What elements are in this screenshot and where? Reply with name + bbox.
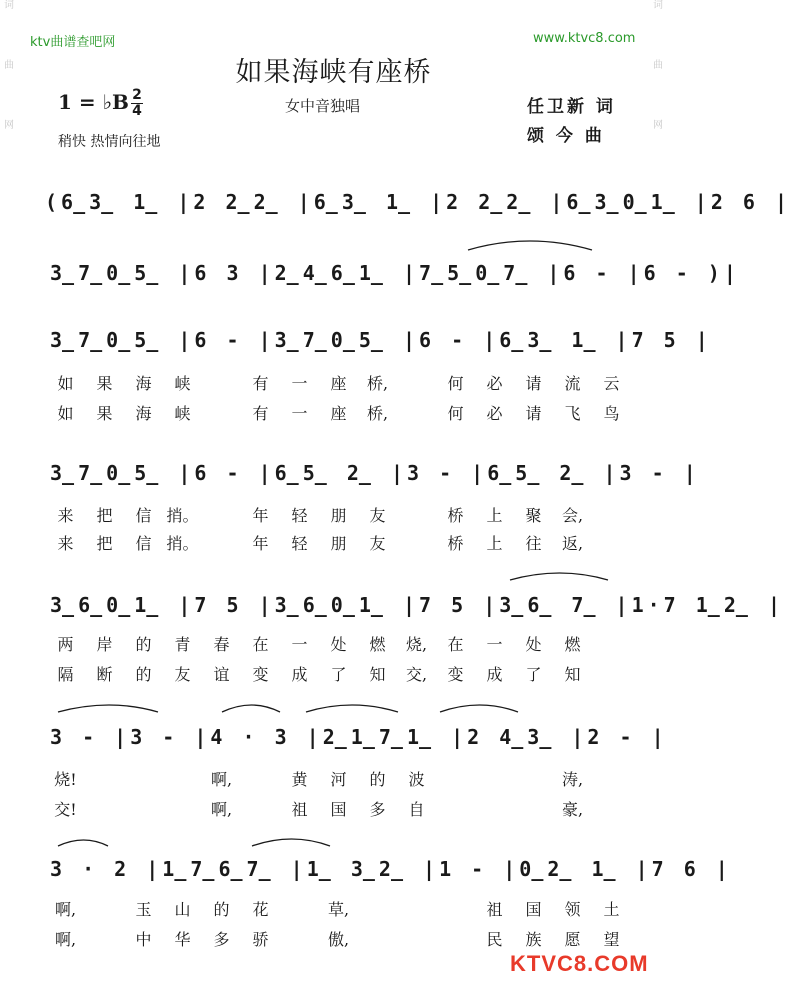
lyric-syllable: 骄 xyxy=(252,930,269,949)
lyric-syllable: 花 xyxy=(252,900,269,919)
lyric-syllable: 知 xyxy=(369,665,386,684)
slur-arc xyxy=(252,839,330,846)
lyric-syllable: 在 xyxy=(252,635,269,654)
lyric-syllable: 多 xyxy=(369,800,386,819)
slur-arc xyxy=(306,705,398,712)
lyric-syllable: 愿 xyxy=(564,930,581,949)
lyric-syllable: 在 xyxy=(447,635,464,654)
lyric-syllable: 波 xyxy=(408,770,425,789)
slur-arc xyxy=(222,705,280,712)
lyric-syllable: 成 xyxy=(486,665,503,684)
lyric-syllable: 年 xyxy=(252,506,269,525)
lyric-syllable: 鸟 xyxy=(603,404,620,423)
watermark-char: 词 xyxy=(4,0,14,11)
lyric-syllable: 啊, xyxy=(210,800,233,819)
watermark-char: 词 xyxy=(653,0,663,11)
lyric-syllable: 燃 xyxy=(564,635,581,654)
watermark-char: 曲 xyxy=(653,60,663,71)
composer-credit: 颂 今 曲 xyxy=(527,126,605,146)
lyric-syllable: 会, xyxy=(561,506,584,525)
lyric-syllable: 的 xyxy=(369,770,386,789)
lyric-syllable: 领 xyxy=(564,900,581,919)
lyric-syllable: 隔 xyxy=(57,665,74,684)
lyric-syllable: 变 xyxy=(252,665,269,684)
lyric-syllable: 上 xyxy=(486,506,503,525)
lyric-syllable: 必 xyxy=(486,374,503,393)
lyric-syllable: 知 xyxy=(564,665,581,684)
key-signature: 1 = ♭B xyxy=(58,90,129,114)
lyric-syllable: 捎。 xyxy=(166,506,199,525)
lyric-syllable: 的 xyxy=(135,665,152,684)
site-label[interactable]: ktv曲谱查吧网 xyxy=(30,35,116,50)
lyric-syllable: 烧! xyxy=(54,770,77,789)
lyric-syllable: 华 xyxy=(174,930,191,949)
song-title: 如果海峡有座桥 xyxy=(235,57,432,88)
lyric-syllable: 必 xyxy=(486,404,503,423)
lyric-syllable: 飞 xyxy=(564,404,581,423)
lyric-syllable: 友 xyxy=(174,665,191,684)
slur-arc xyxy=(440,705,518,712)
lyric-syllable: 峡 xyxy=(174,374,191,393)
lyric-syllable: 如 xyxy=(57,374,74,393)
score-line-7: 3 · 2 |1̲7̲6̲7̲ |1̲ 3̲2̲ |1 - |0̲2̲ 1̲ |7 6 | xyxy=(50,857,732,881)
lyric-syllable: 年 xyxy=(252,534,269,553)
lyric-syllable: 变 xyxy=(447,665,464,684)
lyric-syllable: 多 xyxy=(213,930,230,949)
lyric-syllable: 座 xyxy=(330,374,347,393)
lyric-syllable: 桥 xyxy=(447,506,464,525)
lyric-syllable: 何 xyxy=(447,374,464,393)
lyric-syllable: 黄 xyxy=(291,770,308,789)
slur-arc xyxy=(510,573,608,580)
lyric-syllable: 望 xyxy=(603,930,620,949)
lyric-syllable: 祖 xyxy=(291,800,308,819)
lyric-syllable: 涛, xyxy=(561,770,584,789)
lyric-syllable: 流 xyxy=(564,374,581,393)
lyric-syllable: 座 xyxy=(330,404,347,423)
lyric-syllable: 有 xyxy=(252,374,269,393)
lyric-syllable: 玉 xyxy=(135,900,152,919)
lyric-syllable: 如 xyxy=(57,404,74,423)
lyric-syllable: 国 xyxy=(330,800,347,819)
lyric-syllable: 往 xyxy=(525,534,542,553)
lyric-syllable: 何 xyxy=(447,404,464,423)
lyric-syllable: 一 xyxy=(486,635,503,654)
lyric-syllable: 来 xyxy=(57,534,74,553)
lyric-syllable: 草, xyxy=(327,900,350,919)
lyric-syllable: 信 xyxy=(135,506,152,525)
performance-type: 女中音独唱 xyxy=(285,97,361,115)
time-bottom: 4 xyxy=(132,103,142,119)
lyric-syllable: 豪, xyxy=(561,800,584,819)
lyric-syllable: 啊, xyxy=(54,900,77,919)
lyric-syllable: 峡 xyxy=(174,404,191,423)
lyric-syllable: 友 xyxy=(369,534,386,553)
lyric-syllable: 一 xyxy=(291,374,308,393)
score-line-1: (6̲3̲ 1̲ |2 2̲2̲ |6̲3̲ 1̲ |2 2̲2̲ |6̲3̲0̲1̲ |2 6 | xyxy=(45,190,791,214)
lyric-syllable: 断 xyxy=(96,665,113,684)
score-line-5: 3̲6̲0̲1̲ |7 5 |3̲6̲0̲1̲ |7 5 |3̲6̲ 7̲ |1·7 1̲2̲ | xyxy=(50,593,785,617)
lyric-syllable: 啊, xyxy=(54,930,77,949)
lyric-syllable: 成 xyxy=(291,665,308,684)
site-logo: KTVC8.COM xyxy=(510,951,649,976)
lyric-syllable: 信 xyxy=(135,534,152,553)
lyric-syllable: 河 xyxy=(330,770,347,789)
lyric-syllable: 桥, xyxy=(366,404,389,423)
lyric-syllable: 果 xyxy=(96,374,113,393)
lyric-syllable: 国 xyxy=(525,900,542,919)
lyric-syllable: 桥 xyxy=(447,534,464,553)
lyric-syllable: 上 xyxy=(486,534,503,553)
lyric-syllable: 交! xyxy=(54,800,77,819)
lyric-syllable: 捎。 xyxy=(166,534,199,553)
tempo-marking: 稍快 热情向往地 xyxy=(58,134,161,150)
lyric-syllable: 轻 xyxy=(291,534,308,553)
score-line-2: 3̲7̲0̲5̲ |6 3 |2̲4̲6̲1̲ |7̲5̲0̲7̲ |6 - |6 - )| xyxy=(50,261,740,285)
lyric-syllable: 了 xyxy=(330,665,347,684)
lyric-syllable: 桥, xyxy=(366,374,389,393)
score-line-3: 3̲7̲0̲5̲ |6 - |3̲7̲0̲5̲ |6 - |6̲3̲ 1̲ |7 5 | xyxy=(50,328,712,352)
lyric-syllable: 族 xyxy=(525,930,542,949)
score-line-4: 3̲7̲0̲5̲ |6 - |6̲5̲ 2̲ |3 - |6̲5̲ 2̲ |3 - | xyxy=(50,461,700,485)
lyric-syllable: 一 xyxy=(291,635,308,654)
lyricist-credit: 任卫新 词 xyxy=(527,97,616,117)
lyric-syllable: 处 xyxy=(525,635,542,654)
lyric-syllable: 的 xyxy=(213,900,230,919)
lyric-syllable: 民 xyxy=(486,930,503,949)
lyric-syllable: 把 xyxy=(96,534,113,553)
lyric-syllable: 请 xyxy=(525,374,542,393)
lyric-syllable: 返, xyxy=(561,534,584,553)
lyric-syllable: 一 xyxy=(291,404,308,423)
time-top: 2 xyxy=(132,87,142,103)
lyric-syllable: 青 xyxy=(174,635,191,654)
lyric-syllable: 来 xyxy=(57,506,74,525)
lyric-syllable: 果 xyxy=(96,404,113,423)
lyric-syllable: 处 xyxy=(330,635,347,654)
lyric-syllable: 朋 xyxy=(330,534,347,553)
lyric-syllable: 两 xyxy=(57,635,74,654)
lyric-syllable: 了 xyxy=(525,665,542,684)
lyric-syllable: 友 xyxy=(369,506,386,525)
slur-arc xyxy=(58,840,108,846)
lyric-syllable: 云 xyxy=(603,374,620,393)
lyric-syllable: 中 xyxy=(135,930,152,949)
lyric-syllable: 把 xyxy=(96,506,113,525)
lyric-syllable: 岸 xyxy=(96,635,113,654)
lyric-syllable: 祖 xyxy=(486,900,503,919)
lyric-syllable: 聚 xyxy=(525,506,542,525)
lyric-syllable: 燃 xyxy=(369,635,386,654)
lyric-syllable: 春 xyxy=(213,635,230,654)
lyric-syllable: 山 xyxy=(174,900,191,919)
lyric-syllable: 的 xyxy=(135,635,152,654)
score-line-6: 3 - |3 - |4 · 3 |2̲1̲7̲1̲ |2 4̲3̲ |2 - | xyxy=(50,725,668,749)
lyric-syllable: 请 xyxy=(525,404,542,423)
lyric-syllable: 轻 xyxy=(291,506,308,525)
lyric-syllable: 啊, xyxy=(210,770,233,789)
lyric-syllable: 烧, xyxy=(405,635,428,654)
watermark-char: 曲 xyxy=(4,60,14,71)
tie-arc xyxy=(58,705,158,712)
tie-arc xyxy=(468,241,592,250)
watermark-char: 网 xyxy=(653,120,663,131)
site-url[interactable]: www.ktvc8.com xyxy=(533,31,636,46)
lyric-syllable: 自 xyxy=(408,800,425,819)
lyric-syllable: 朋 xyxy=(330,506,347,525)
lyric-syllable: 海 xyxy=(135,374,152,393)
watermark-char: 网 xyxy=(4,120,14,131)
lyric-syllable: 傲, xyxy=(327,930,350,949)
lyric-syllable: 交, xyxy=(405,665,428,684)
lyric-syllable: 有 xyxy=(252,404,269,423)
lyric-syllable: 海 xyxy=(135,404,152,423)
lyric-syllable: 土 xyxy=(603,900,620,919)
lyric-syllable: 谊 xyxy=(213,665,230,684)
